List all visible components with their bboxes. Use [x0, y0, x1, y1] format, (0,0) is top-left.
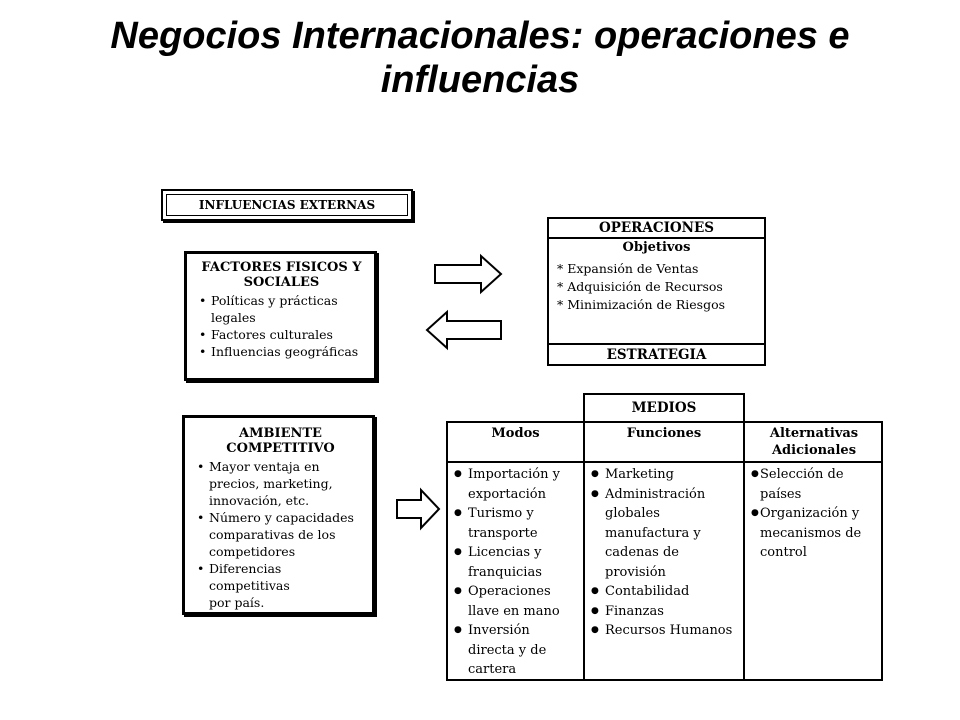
funciones-item [589, 621, 743, 641]
alternativas-item-line: control [760, 545, 807, 560]
factores-item-line: legales [211, 310, 256, 325]
influencias-externas-box [161, 189, 413, 221]
column-header-modos-label: Modos [491, 426, 540, 441]
modos-item [452, 465, 582, 504]
column-header-funciones-label: Funciones [626, 426, 702, 441]
factores-item-line: • Influencias geográficas [211, 344, 359, 359]
funciones-item-line: ● Administración [605, 486, 706, 502]
modos-item-line: ● Inversión [468, 623, 530, 638]
alternativas-item-line: países [760, 486, 802, 502]
modos-item-line: franquicias [468, 564, 542, 580]
alternativas-item-line: mecanismos de [760, 525, 862, 541]
operaciones-title: OPERACIONES [598, 220, 715, 236]
operaciones-estrategia: ESTRATEGIA [606, 347, 707, 363]
ambiente-box [182, 415, 375, 615]
column-header-funciones [585, 425, 743, 442]
alternativas-list [751, 465, 883, 563]
factores-list [197, 292, 366, 360]
operaciones-objetivo: * Minimización de Riesgos [557, 297, 726, 312]
column-header-alternativas-line-1: Alternativas [769, 426, 859, 441]
modos-item [452, 504, 582, 543]
arrow-right-icon [433, 254, 503, 294]
medios-header-divider [448, 461, 881, 463]
factores-item [197, 292, 366, 326]
ambiente-item-line: • Diferencias competitivas [209, 561, 290, 593]
factores-item [197, 326, 366, 343]
ambiente-item-line: innovación, etc. [209, 493, 310, 508]
ambiente-list [195, 458, 366, 611]
operaciones-subtitle: Objetivos [622, 240, 691, 255]
factores-heading [197, 260, 366, 290]
modos-item-line: ● Turismo y [468, 506, 534, 521]
ambiente-heading-line-2: COMPETITIVO [226, 441, 335, 456]
alternativas-item-line: ● Selección de [760, 467, 844, 482]
funciones-item-line: ● Contabilidad [605, 584, 690, 599]
modos-item-line: directa y de [468, 642, 547, 658]
ambiente-item-line: precios, marketing, [209, 476, 333, 491]
modos-item-line: ● Operaciones [468, 584, 551, 599]
alternativas-item [751, 465, 883, 504]
funciones-item-line: provisión [605, 564, 666, 580]
modos-item-line: ● Licencias y [468, 545, 542, 560]
slide-title-line-1: Negocios Internacionales: operaciones e [110, 15, 850, 57]
ambiente-item-line: competidores [209, 544, 296, 559]
funciones-item [589, 582, 743, 602]
column-header-alternativas-line-2: Adicionales [771, 443, 857, 458]
modos-item [452, 582, 582, 621]
column-header-alternativas [745, 425, 883, 459]
funciones-item-line: manufactura y [605, 525, 701, 541]
operaciones-divider [549, 343, 764, 345]
alternativas-item-line: ● Organización y [760, 506, 860, 521]
ambiente-item-line: comparativas de los [209, 527, 336, 542]
modos-item [452, 543, 582, 582]
funciones-list [589, 465, 743, 641]
funciones-item-line: ● Finanzas [605, 603, 664, 619]
ambiente-item-line: • Número y capacidades [209, 510, 354, 525]
ambiente-heading-line-1: AMBIENTE [239, 426, 322, 441]
column-header-modos [448, 425, 583, 442]
funciones-item-line: cadenas de [605, 545, 679, 560]
factores-box [184, 251, 377, 381]
funciones-item [589, 465, 743, 485]
funciones-item [589, 485, 743, 583]
funciones-item-line: ● Recursos Humanos [605, 623, 733, 638]
funciones-item [589, 602, 743, 622]
arrow-left-icon [425, 310, 505, 350]
operaciones-divider [549, 237, 764, 239]
alternativas-item [751, 504, 883, 563]
ambiente-item-line: • Mayor ventaja en [209, 459, 320, 474]
medios-table [446, 421, 883, 681]
factores-heading-line-2: SOCIALES [243, 275, 320, 290]
ambiente-item-line: por país. [209, 595, 265, 610]
ambiente-item [195, 458, 366, 509]
slide-title-line-2: influencias [380, 59, 580, 101]
modos-item-line: transporte [468, 525, 538, 541]
ambiente-item [195, 509, 366, 560]
factores-item-line: • Factores culturales [211, 327, 333, 342]
ambiente-heading [195, 426, 366, 456]
modos-item-line: cartera [468, 662, 517, 677]
modos-list [452, 465, 582, 680]
operaciones-objetivo: * Expansión de Ventas [557, 261, 699, 276]
influencias-externas-label: INFLUENCIAS EXTERNAS [166, 194, 408, 216]
factores-item-line: • Políticas y prácticas [211, 293, 338, 308]
funciones-column [589, 465, 743, 641]
operaciones-objetivos-list [557, 260, 725, 314]
modos-column [452, 465, 582, 680]
alternativas-column [751, 465, 883, 563]
factores-item [197, 343, 366, 360]
arrow-right-icon [395, 488, 441, 530]
operaciones-box [547, 217, 766, 366]
operaciones-objetivo: * Adquisición de Recursos [557, 279, 723, 294]
ambiente-item [195, 560, 366, 611]
slide-title [0, 14, 960, 102]
modos-item [452, 621, 582, 680]
medios-title: MEDIOS [583, 393, 745, 423]
modos-item-line: exportación [468, 486, 546, 502]
modos-item-line: llave en mano [468, 603, 560, 619]
funciones-item-line: globales [605, 506, 660, 521]
funciones-item-line: ● Marketing [605, 467, 674, 482]
factores-heading-line-1: FACTORES FISICOS Y [201, 260, 362, 275]
modos-item-line: ● Importación y [468, 467, 560, 482]
